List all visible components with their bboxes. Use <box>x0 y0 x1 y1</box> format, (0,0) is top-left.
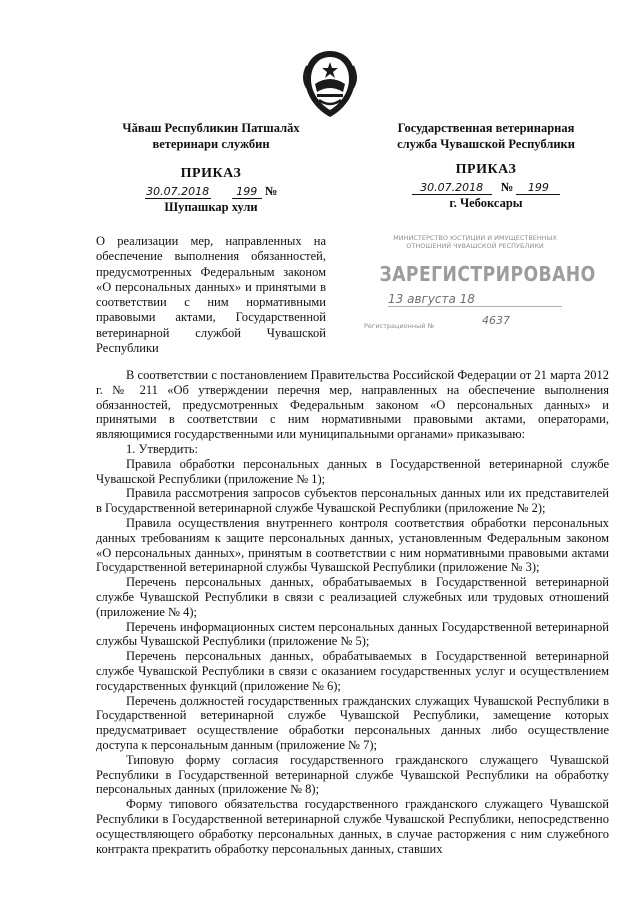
org-name-chuvash-line2: ветеринари службин <box>152 137 270 151</box>
order-subject: О реализации мер, направленных на обеспечение выполнения обязанностей, предусмотренных Федеральным законом «О персональных данных» и принятыми в соответствии с ним нормативными правовыми актами, Государственной ветеринарной службой Чувашской Республики <box>96 234 326 356</box>
org-name-russian-line2: служба Чувашской Республики <box>397 137 575 151</box>
order-title-russian: ПРИКАЗ <box>455 162 517 177</box>
stamp-handwritten-number: 4637 <box>482 314 510 327</box>
body-paragraph: Перечень должностей государственных гражданских служащих Чувашской Республики в Государственной ветеринарной службе Чувашской Республики, замещение которых предусматривает осуществление обработки персональных данных либо осуществление доступа к персональным данным (приложение № 7); <box>96 693 609 752</box>
body-paragraph: Правила рассмотрения запросов субъектов персональных данных или их представителей в Государственной ветеринарной службе Чувашской Республики (приложение № 2); <box>96 486 609 516</box>
stamp-title: ЗАРЕГИСТРИРОВАНО <box>379 262 596 286</box>
stamp-registration-label: Регистрационный № <box>364 322 435 330</box>
body-paragraph: Перечень информационных систем персональных данных Государственной ветеринарной службы Чувашской Республики (приложение № 5); <box>96 619 609 649</box>
stamp-handwritten-date: 13 августа 18 <box>388 292 562 307</box>
body-paragraph: 1. Утвердить: <box>126 441 198 456</box>
order-body <box>96 368 609 856</box>
body-paragraph: Форму типового обязательства государственного гражданского служащего Чувашской Республики в Государственной ветеринарной службе Чувашской Республики, непосредственно осуществляющего обработку персональных данных, в случае расторжения с ним служебного контракта прекратить обработку персональных данных, ставших <box>96 797 609 856</box>
order-date-chuvash: 30.07.2018 <box>146 185 210 198</box>
order-date-russian: 30.07.2018 <box>412 181 492 195</box>
registration-stamp <box>364 228 596 336</box>
order-number-chuvash: 199 <box>232 185 262 199</box>
city-russian: г. Чебоксары <box>449 196 523 210</box>
body-paragraph: В соответствии с постановлением Правительства Российской Федерации от 21 марта 2012 г. № 211 «Об утверждении перечня мер, направленных на обеспечение выполнения обязанностей, предусмотренных Федеральным законом «О персональных данных» и принятыми в соответствии с ним нормативными правовыми актами, операторами, являющимися государственными или муниципальными органами» приказываю: <box>96 368 609 442</box>
body-paragraph: Перечень персональных данных, обрабатываемых в Государственной ветеринарной службе Чувашской Республики в связи с оказанием государственных услуг и осуществлением государственных функций (приложение № 6); <box>96 649 609 693</box>
org-name-chuvash-line1: Чăваш Республикин Патшалăх <box>122 121 300 135</box>
city-chuvash: Шупашкар хули <box>164 200 258 214</box>
chuvash-emblem-icon <box>297 48 363 120</box>
order-number-russian: 199 <box>516 181 560 195</box>
order-title-chuvash: ПРИКАЗ <box>180 166 242 181</box>
org-name-russian <box>376 120 596 152</box>
number-sign-russian: № <box>500 180 514 194</box>
stamp-ministry-line1: МИНИСТЕРСТВО ЮСТИЦИИ И ИМУЩЕСТВЕННЫХ <box>393 234 557 242</box>
org-name-chuvash <box>96 120 326 152</box>
order-date-number-russian <box>376 180 596 195</box>
body-paragraph: Правила осуществления внутреннего контроля соответствия обработки персональных данных требованиям к защите персональных данных, установленным Федеральным законом «О персональных данных», принятым в соответствии с ним нормативными правовыми актами Государственной ветеринарной службы Чувашской Республики (приложение № 3); <box>96 515 609 575</box>
org-name-russian-line1: Государственная ветеринарная <box>397 121 575 135</box>
body-paragraph: Типовую форму согласия государственного гражданского служащего Чувашской Республики в Государственной ветеринарной службе Чувашской Республики на обработку персональных данных (приложение № 8); <box>96 752 609 797</box>
body-paragraph: Перечень персональных данных, обрабатываемых в Государственной ветеринарной службе Чувашской Республики в связи с реализацией служебных или трудовых отношений (приложение № 4); <box>96 575 609 619</box>
number-sign-chuvash: № <box>264 184 278 198</box>
order-date-number-chuvash <box>96 184 326 199</box>
stamp-ministry-line2: ОТНОШЕНИЙ ЧУВАШСКОЙ РЕСПУБЛИКИ <box>406 242 544 250</box>
body-paragraph: Правила обработки персональных данных в Государственной ветеринарной службе Чувашской Республики (приложение № 1); <box>96 456 609 486</box>
